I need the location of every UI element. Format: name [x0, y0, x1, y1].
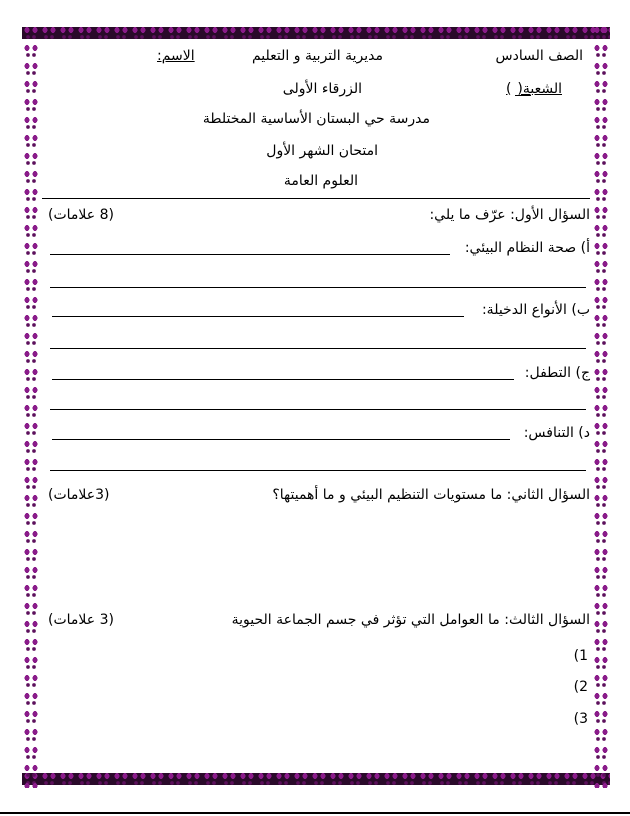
q1-item-b: ب) الأنواع الدخيلة: [481, 302, 590, 318]
grade-label: الصف السادس [495, 48, 583, 64]
q1-item-d-blank[interactable] [52, 439, 510, 440]
butterfly-border-left [22, 24, 40, 788]
subject-title: العلوم العامة [283, 173, 358, 189]
q1-item-d: د) التنافس: [523, 425, 590, 441]
butterfly-border-bottom [22, 770, 610, 788]
q2-marks: (3علامات) [48, 487, 110, 503]
q1-item-c-line[interactable] [50, 409, 586, 410]
q1-item-c: ج) التطفل: [524, 365, 590, 381]
q1-title: السؤال الأول: عرّف ما يلي: [429, 207, 590, 223]
header-divider [42, 198, 590, 199]
section-blank[interactable] [515, 95, 531, 96]
butterfly-border-right [592, 24, 610, 788]
name-label: الاسم: [157, 48, 195, 64]
q1-item-b-line[interactable] [50, 348, 586, 349]
section-close: ) [506, 81, 512, 97]
q3-title: السؤال الثالث: ما العوامل التي تؤثر في جسم الجماعة الحيوية [231, 612, 590, 628]
exam-title: امتحان الشهر الأول [266, 143, 378, 159]
q3-number-1: 1) [573, 648, 588, 664]
q1-item-b-blank[interactable] [52, 316, 464, 317]
district-label: الزرقاء الأولى [282, 81, 362, 97]
q1-item-d-line[interactable] [50, 470, 586, 471]
q1-item-a: أ) صحة النظام البيئي: [464, 240, 590, 256]
q3-number-2: 2) [573, 679, 588, 695]
school-name: مدرسة حي البستان الأساسية المختلطة [202, 111, 430, 127]
q1-item-a-blank[interactable] [50, 254, 450, 255]
section-label: الشعبة( [517, 81, 562, 97]
q1-item-c-blank[interactable] [52, 379, 514, 380]
q2-title: السؤال الثاني: ما مستويات التنظيم البيئي و ما أهميتها؟ [272, 487, 590, 503]
page-bottom-rule [0, 812, 630, 814]
q1-item-a-line[interactable] [50, 287, 586, 288]
q1-marks: (8 علامات) [48, 207, 114, 223]
q3-number-3: 3) [573, 711, 588, 727]
directorate-label: مديرية التربية و التعليم [251, 48, 383, 64]
q3-marks: (3 علامات) [48, 612, 114, 628]
butterfly-border-top [22, 24, 610, 42]
